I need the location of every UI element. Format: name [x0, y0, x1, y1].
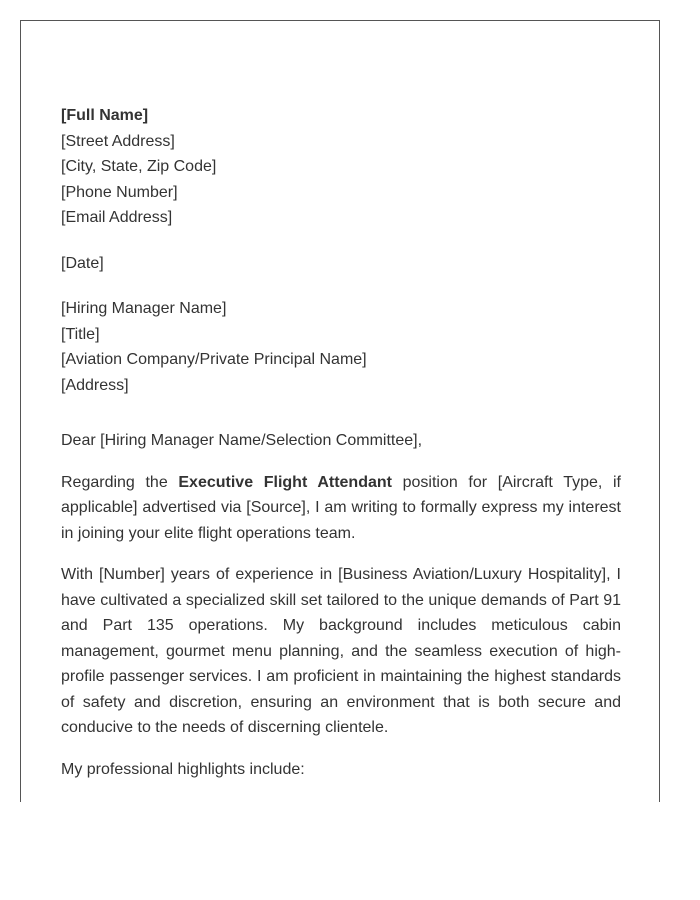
- letter-page: [20, 20, 660, 802]
- paragraph-intro: [61, 470, 621, 547]
- recipient-title: [Title]: [61, 325, 100, 343]
- recipient-block: [61, 296, 621, 398]
- sender-phone-number: [Phone Number]: [61, 183, 178, 201]
- sender-street-address: [Street Address]: [61, 132, 175, 150]
- sender-full-name: [Full Name]: [61, 107, 149, 124]
- letter-date: [Date]: [61, 254, 104, 272]
- recipient-company: [Aviation Company/Private Principal Name]: [61, 351, 367, 368]
- position-title: Executive Flight Attendant: [178, 473, 392, 491]
- paragraph-intro-after: position for [Aircraft Type, if applicable] advertised via [Source], I am writing to formally express my interest in joining your elite flight operations team.: [61, 473, 621, 542]
- paragraph-highlights-intro: My professional highlights include:: [61, 760, 305, 778]
- paragraph-intro-before: Regarding the: [61, 473, 179, 491]
- recipient-name: [Hiring Manager Name]: [61, 300, 227, 317]
- salutation: Dear [Hiring Manager Name/Selection Committee],: [61, 432, 423, 449]
- letter-body: [61, 103, 621, 782]
- paragraph-experience: With [Number] years of experience in [Business Aviation/Luxury Hospitality], I have cultivated a specialized skill set tailored to the unique demands of Part 91 and Part 135 operations. My background includes meticulous cabin management, gourmet menu planning, and the seamless execution of high-profile passenger services. I am proficient in maintaining the highest standards of safety and discretion, ensuring an environment that is both secure and conducive to the needs of discerning clientele.: [61, 566, 621, 736]
- salutation-block: [61, 428, 621, 454]
- recipient-address: [Address]: [61, 376, 129, 394]
- sender-city-state-zip: [City, State, Zip Code]: [61, 158, 217, 175]
- sender-email-address: [Email Address]: [61, 209, 173, 226]
- sender-block: [61, 103, 621, 231]
- date-block: [61, 251, 621, 277]
